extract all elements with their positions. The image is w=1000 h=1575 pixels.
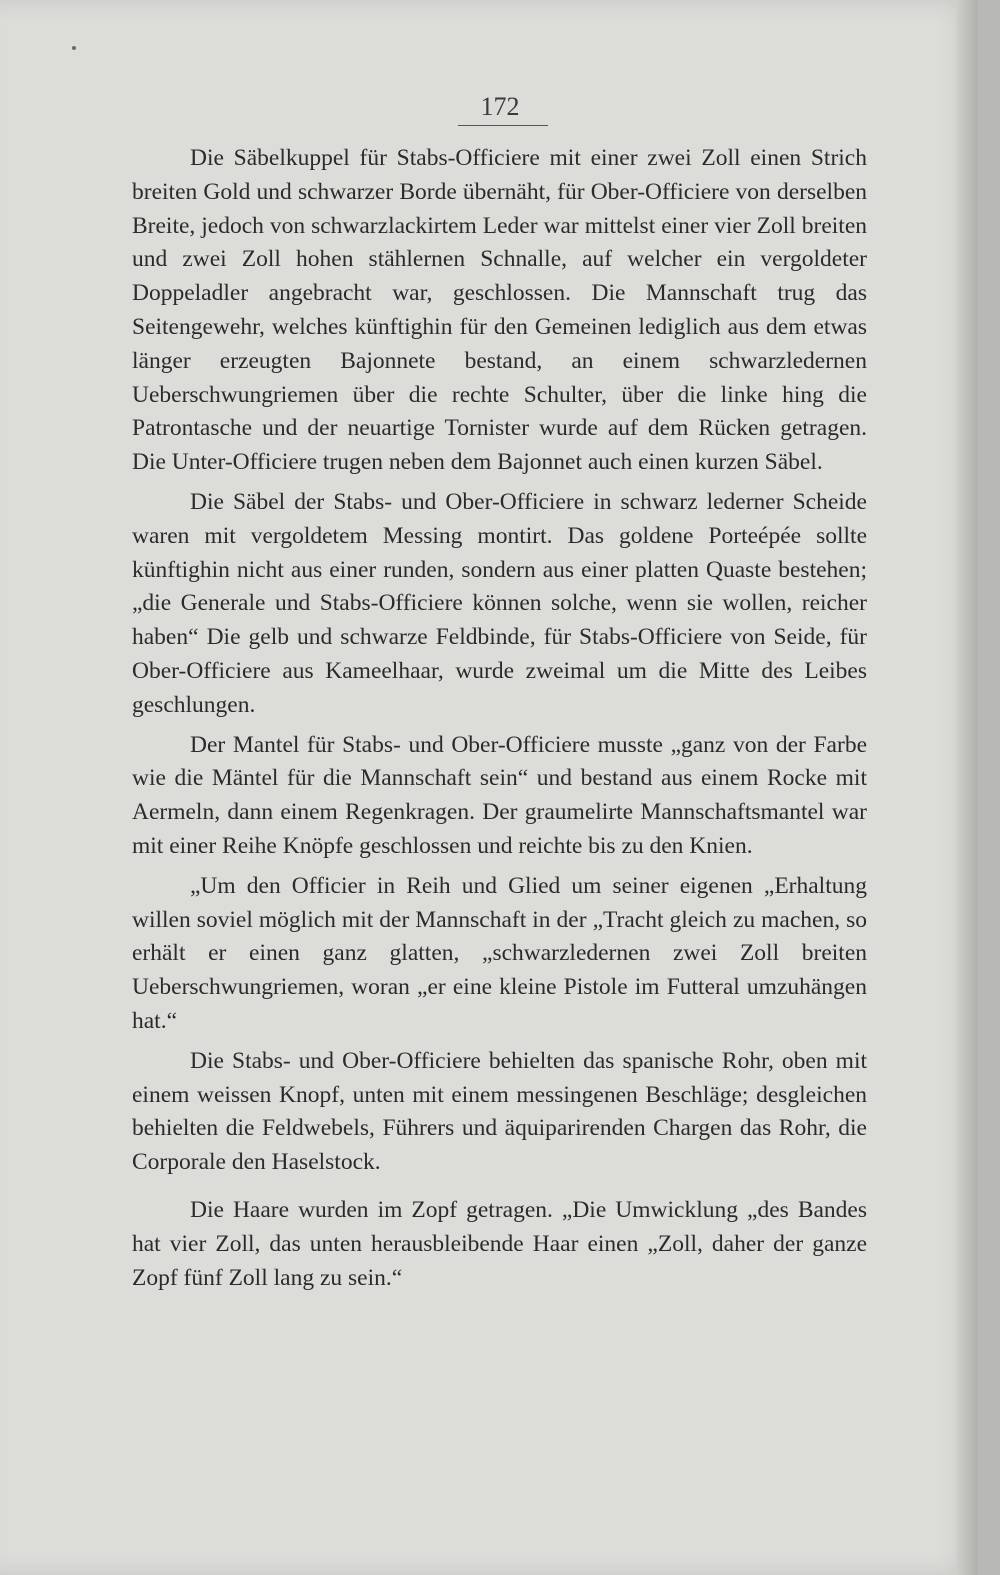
paragraph-quote-officier: „Um den Officier in Reih und Glied um seiner eigenen „Erhaltung willen soviel möglich mit der Mannschaft in der „Tracht gleich zu machen, so erhält er einen ganz glatten, „schwarzledernen zwei Zoll breiten Ueberschwungriemen, woran „er eine kleine Pistole im Futteral umzuhängen hat.“ [132, 872, 867, 1034]
paragraph-saebel: Die Säbel der Stabs- und Ober-Officiere in schwarz lederner Scheide waren mit vergoldetem Messing montirt. Das goldene Porteépée sollte künftighin nicht aus einer runden, sondern aus einer platten Quaste bestehen; „die Generale und Stabs-Officiere können solche, wenn sie wollen, reicher haben“ Die gelb und schwarze Feldbinde, für Stabs-Officiere von Seide, für Ober-Officiere aus Kameelhaar, wurde zweimal um die Mitte des Leibes geschlungen. [132, 488, 867, 718]
paragraph-rohr: Die Stabs- und Ober-Officiere behielten das spanische Rohr, oben mit einem weissen Knopf, unten mit einem messingenen Beschläge; desgleichen behielten die Feldwebels, Führers und äquiparirenden Chargen das Rohr, die Corporale den Haselstock. [132, 1047, 867, 1176]
page-number: 172 [480, 92, 520, 121]
page-edge-shadow [956, 0, 978, 1575]
paragraph-saebelkuppel: Die Säbelkuppel für Stabs-Officiere mit einer zwei Zoll einen Strich breiten Gold und schwarzer Borde übernäht, für Ober-Officiere von derselben Breite, jedoch von schwarzlackirtem Leder war mittelst einer vier Zoll breiten und zwei Zoll hohen stählernen Schnalle, auf welcher ein vergoldeter Doppeladler angebracht war, geschlossen. Die Mannschaft trug das Seitengewehr, welches künftighin für den Gemeinen lediglich aus dem etwas länger erzeugten Bajonnete bestand, an einem schwarzledernen Ueberschwungriemen über die rechte Schulter, über die linke hing die Patrontasche und der neuartige Tornister wurde auf dem Rücken getragen. Die Unter-Officiere trugen neben dem Bajonnet auch einen kurzen Säbel. [132, 145, 867, 476]
page-number-rule [458, 125, 548, 126]
dust-speck [72, 46, 76, 50]
paragraph-zopf: Die Haare wurden im Zopf getragen. „Die Umwicklung „des Bandes hat vier Zoll, das unten herausbleibende Haar einen „Zoll, daher der ganze Zopf fünf Zoll lang zu sein.“ [132, 1196, 867, 1291]
paragraph-mantel: Der Mantel für Stabs- und Ober-Officiere musste „ganz von der Farbe wie die Mäntel für die Mannschaft sein“ und bestand aus einem Rocke mit Aermeln, dann einem Regenkragen. Der graumelirte Mannschaftsmantel war mit einer Reihe Knöpfe geschlossen und reichte bis zu den Knien. [132, 731, 867, 859]
body-text [132, 142, 867, 1301]
